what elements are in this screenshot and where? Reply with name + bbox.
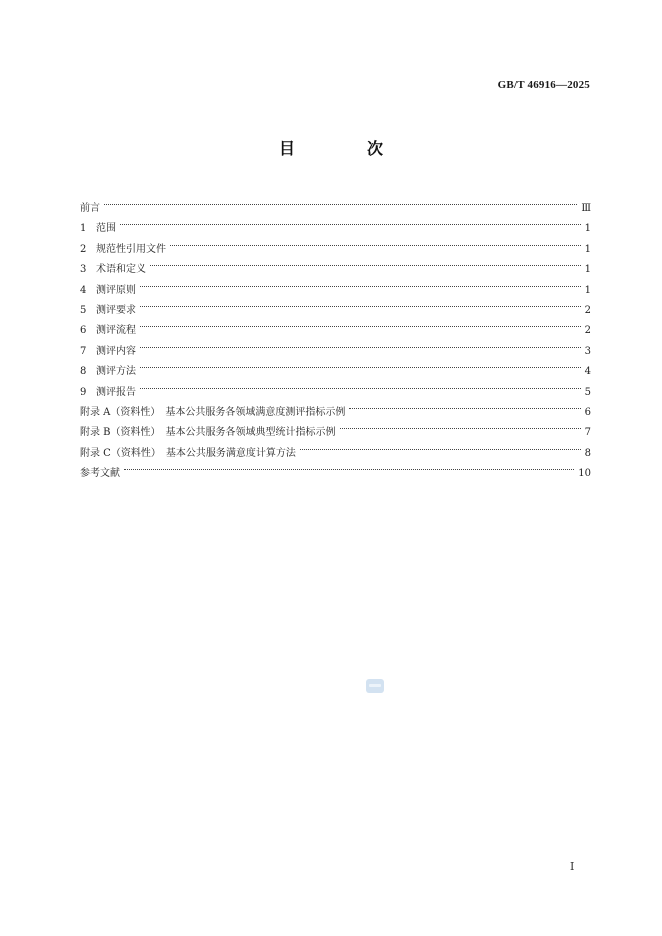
table-of-contents bbox=[80, 191, 591, 480]
toc-item-evaluation-content[interactable] bbox=[80, 334, 591, 357]
toc-item-page: 10 bbox=[578, 468, 591, 480]
toc-item-page: 2 bbox=[584, 325, 591, 337]
toc-leader-dots bbox=[140, 375, 581, 395]
toc-item-page: 2 bbox=[584, 304, 591, 316]
toc-item-label: 8 测评方法 bbox=[80, 362, 140, 382]
toc-item-number: 8 bbox=[80, 366, 87, 378]
page-number: Ⅰ bbox=[570, 861, 575, 873]
toc-item-page: 1 bbox=[584, 223, 591, 235]
toc-item-preface[interactable] bbox=[80, 191, 591, 214]
toc-item-evaluation-requirements[interactable] bbox=[80, 293, 591, 316]
toc-item-appendix-a[interactable] bbox=[80, 395, 591, 418]
toc-leader-dots bbox=[349, 395, 580, 415]
toc-item-label: 6 测评流程 bbox=[80, 321, 140, 341]
toc-item-number: 3 bbox=[80, 264, 87, 276]
toc-leader-dots bbox=[140, 273, 581, 293]
toc-item-label: 5 测评要求 bbox=[80, 301, 140, 321]
toc-item-label: 附录 B（资料性） 基本公共服务各领域典型统计指标示例 bbox=[80, 427, 336, 439]
standard-code: GB/T 46916—2025 bbox=[497, 79, 590, 91]
toc-item-number: 5 bbox=[80, 304, 87, 316]
toc-leader-dots bbox=[150, 252, 581, 272]
toc-item-evaluation-methods[interactable] bbox=[80, 354, 591, 378]
toc-item-label: 9 测评报告 bbox=[80, 383, 140, 403]
toc-item-normative-references[interactable] bbox=[80, 232, 591, 255]
toc-item-page: Ⅲ bbox=[581, 203, 591, 214]
toc-item-page: 6 bbox=[584, 406, 591, 418]
toc-leader-dots bbox=[140, 354, 581, 374]
toc-item-page: 1 bbox=[584, 243, 591, 255]
toc-leader-dots bbox=[104, 191, 577, 211]
toc-item-page: 5 bbox=[584, 386, 591, 398]
toc-leader-dots bbox=[140, 293, 581, 313]
toc-item-page: 7 bbox=[584, 427, 591, 439]
toc-item-number: 9 bbox=[80, 386, 87, 398]
toc-item-scope[interactable] bbox=[80, 211, 591, 235]
toc-item-evaluation-report[interactable] bbox=[80, 375, 591, 398]
toc-item-label: 1 范围 bbox=[80, 219, 120, 239]
toc-item-number: 7 bbox=[80, 345, 87, 357]
toc-item-number: 6 bbox=[80, 325, 87, 337]
watermark-logo-icon bbox=[366, 679, 384, 693]
toc-item-label: 2 规范性引用文件 bbox=[80, 240, 170, 260]
toc-item-page: 8 bbox=[584, 447, 591, 459]
toc-item-number: 4 bbox=[80, 284, 87, 296]
toc-leader-dots bbox=[120, 211, 581, 231]
toc-item-evaluation-principles[interactable] bbox=[80, 273, 591, 296]
toc-item-page: 4 bbox=[584, 366, 591, 378]
toc-item-number: 2 bbox=[80, 243, 87, 255]
toc-item-bibliography[interactable] bbox=[80, 456, 591, 480]
toc-item-page: 3 bbox=[584, 345, 591, 357]
toc-leader-dots bbox=[170, 232, 581, 252]
toc-leader-dots bbox=[340, 415, 581, 435]
toc-leader-dots bbox=[124, 456, 574, 476]
toc-item-page: 1 bbox=[584, 264, 591, 276]
toc-item-label: 附录 C（资料性） 基本公共服务满意度计算方法 bbox=[80, 447, 296, 459]
toc-item-number: 1 bbox=[80, 223, 87, 235]
toc-item-label: 3 术语和定义 bbox=[80, 260, 150, 280]
toc-item-evaluation-process[interactable] bbox=[80, 313, 591, 337]
toc-leader-dots bbox=[140, 334, 581, 354]
toc-leader-dots bbox=[140, 313, 581, 333]
toc-leader-dots bbox=[300, 436, 581, 456]
toc-item-label: 附录 A（资料性） 基本公共服务各领域满意度测评指标示例 bbox=[80, 406, 346, 418]
toc-item-page: 1 bbox=[584, 284, 591, 296]
toc-item-label: 前言 bbox=[80, 203, 100, 214]
toc-item-label: 参考文献 bbox=[80, 468, 120, 480]
toc-item-label: 7 测评内容 bbox=[80, 342, 140, 362]
toc-item-label: 4 测评原则 bbox=[80, 281, 140, 301]
page-title: 目 次 bbox=[278, 139, 411, 158]
toc-item-terms-definitions[interactable] bbox=[80, 252, 591, 276]
